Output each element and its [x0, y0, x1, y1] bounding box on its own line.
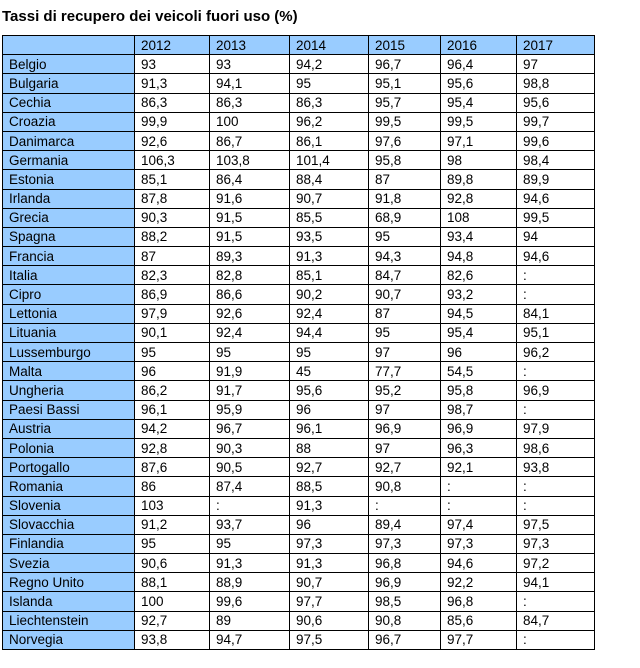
value-cell: 97,5 [517, 515, 595, 534]
value-cell: 90,6 [135, 554, 210, 573]
value-cell: 96 [290, 400, 369, 419]
value-cell: 85,6 [441, 611, 517, 630]
recovery-rate-table [2, 35, 595, 650]
table-row [3, 592, 595, 611]
value-cell: 95,6 [441, 74, 517, 93]
country-cell: Finlandia [3, 534, 135, 553]
value-cell: : [517, 362, 595, 381]
value-cell: 97 [517, 55, 595, 74]
value-cell: 89 [210, 611, 290, 630]
value-cell: 93,2 [441, 285, 517, 304]
value-cell: 93 [135, 55, 210, 74]
value-cell: 86,1 [290, 131, 369, 150]
year-header-cell: 2014 [290, 36, 369, 55]
value-cell: 94,8 [441, 247, 517, 266]
table-row [3, 74, 595, 93]
table-row [3, 55, 595, 74]
table-row [3, 438, 595, 457]
value-cell: 90,3 [210, 438, 290, 457]
table-row [3, 323, 595, 342]
value-cell: 108 [441, 208, 517, 227]
value-cell: 99,5 [369, 112, 441, 131]
country-cell: Irlanda [3, 189, 135, 208]
value-cell: 97,3 [441, 534, 517, 553]
value-cell: 94,6 [441, 554, 517, 573]
table-row [3, 496, 595, 515]
value-cell: 98,6 [517, 438, 595, 457]
value-cell: 96,1 [290, 419, 369, 438]
value-cell: 93 [210, 55, 290, 74]
value-cell: 96 [441, 343, 517, 362]
country-cell: Slovacchia [3, 515, 135, 534]
value-cell: 91,3 [290, 247, 369, 266]
country-cell: Lettonia [3, 304, 135, 323]
country-cell: Germania [3, 151, 135, 170]
value-cell: 90,8 [369, 477, 441, 496]
value-cell: 88,5 [290, 477, 369, 496]
value-cell: 86,3 [290, 93, 369, 112]
value-cell: 94,6 [517, 247, 595, 266]
country-cell: Malta [3, 362, 135, 381]
country-cell: Cechia [3, 93, 135, 112]
value-cell: 91,7 [210, 381, 290, 400]
value-cell: 90,7 [290, 573, 369, 592]
country-cell: Lituania [3, 323, 135, 342]
table-row [3, 189, 595, 208]
value-cell: 90,7 [290, 189, 369, 208]
value-cell: 96,9 [369, 419, 441, 438]
value-cell: 98,7 [441, 400, 517, 419]
value-cell: 92,4 [290, 304, 369, 323]
value-cell: 100 [210, 112, 290, 131]
country-cell: Lussemburgo [3, 343, 135, 362]
value-cell: 87 [369, 170, 441, 189]
table-row [3, 630, 595, 649]
value-cell: 91,3 [210, 554, 290, 573]
value-cell: 96,8 [369, 554, 441, 573]
value-cell: 92,4 [210, 323, 290, 342]
year-header-cell: 2016 [441, 36, 517, 55]
value-cell: 91,5 [210, 208, 290, 227]
value-cell: 95 [369, 227, 441, 246]
country-cell: Portogallo [3, 458, 135, 477]
country-cell: Spagna [3, 227, 135, 246]
header-row [3, 36, 595, 55]
value-cell: : [517, 496, 595, 515]
value-cell: 95,4 [441, 93, 517, 112]
value-cell: 93,4 [441, 227, 517, 246]
value-cell: 95,7 [369, 93, 441, 112]
value-cell: 98,8 [517, 74, 595, 93]
value-cell: 96 [135, 362, 210, 381]
table-row [3, 285, 595, 304]
value-cell: 87 [135, 247, 210, 266]
value-cell: 91,6 [210, 189, 290, 208]
table-row [3, 477, 595, 496]
value-cell: 95 [369, 323, 441, 342]
value-cell: 96,8 [441, 592, 517, 611]
value-cell: 100 [135, 592, 210, 611]
value-cell: 87,8 [135, 189, 210, 208]
country-cell: Slovenia [3, 496, 135, 515]
value-cell: 94,2 [290, 55, 369, 74]
value-cell: 90,6 [290, 611, 369, 630]
value-cell: 95,8 [369, 151, 441, 170]
value-cell: 96,3 [441, 438, 517, 457]
table-row [3, 131, 595, 150]
value-cell: 54,5 [441, 362, 517, 381]
country-cell: Estonia [3, 170, 135, 189]
value-cell: 103 [135, 496, 210, 515]
value-cell: 95,6 [517, 93, 595, 112]
table-row [3, 112, 595, 131]
table-row [3, 151, 595, 170]
value-cell: 91,3 [290, 496, 369, 515]
value-cell: : [517, 285, 595, 304]
table-row [3, 515, 595, 534]
value-cell: 98,5 [369, 592, 441, 611]
table-row [3, 170, 595, 189]
value-cell: : [441, 477, 517, 496]
value-cell: 96 [290, 515, 369, 534]
value-cell: 95 [210, 534, 290, 553]
value-cell: 88,2 [135, 227, 210, 246]
value-cell: 94,6 [517, 189, 595, 208]
value-cell: 99,9 [135, 112, 210, 131]
value-cell: 97,3 [290, 534, 369, 553]
value-cell: 94,2 [135, 419, 210, 438]
table-row [3, 208, 595, 227]
value-cell: 95,6 [290, 381, 369, 400]
value-cell: 95 [135, 534, 210, 553]
value-cell: 99,5 [517, 208, 595, 227]
country-cell: Islanda [3, 592, 135, 611]
value-cell: 101,4 [290, 151, 369, 170]
value-cell: 94,3 [369, 247, 441, 266]
value-cell: 99,6 [210, 592, 290, 611]
value-cell: 85,1 [135, 170, 210, 189]
value-cell: 95,1 [517, 323, 595, 342]
value-cell: 91,2 [135, 515, 210, 534]
value-cell: 86,7 [210, 131, 290, 150]
value-cell: 91,5 [210, 227, 290, 246]
value-cell: 96,7 [369, 630, 441, 649]
value-cell: 94,4 [290, 323, 369, 342]
table-row [3, 458, 595, 477]
value-cell: 96,4 [441, 55, 517, 74]
value-cell: 87,4 [210, 477, 290, 496]
value-cell: 89,8 [441, 170, 517, 189]
value-cell: 92,1 [441, 458, 517, 477]
value-cell: 90,3 [135, 208, 210, 227]
value-cell: : [517, 266, 595, 285]
value-cell: 95,8 [441, 381, 517, 400]
table-row [3, 573, 595, 592]
value-cell: 86,6 [210, 285, 290, 304]
table-title: Tassi di recupero dei veicoli fuori uso (%) [2, 8, 298, 25]
value-cell: 95,1 [369, 74, 441, 93]
value-cell: 92,7 [369, 458, 441, 477]
value-cell: 90,7 [369, 285, 441, 304]
value-cell: 96,2 [290, 112, 369, 131]
value-cell: 97,7 [441, 630, 517, 649]
value-cell: 85,5 [290, 208, 369, 227]
country-cell: Romania [3, 477, 135, 496]
value-cell: 97,3 [517, 534, 595, 553]
value-cell: 95 [290, 343, 369, 362]
country-cell: Polonia [3, 438, 135, 457]
table-row [3, 304, 595, 323]
value-cell: 91,9 [210, 362, 290, 381]
value-cell: 96,9 [441, 419, 517, 438]
header-corner-cell [3, 36, 135, 55]
value-cell: 93,8 [517, 458, 595, 477]
table-row [3, 247, 595, 266]
value-cell: 86,3 [135, 93, 210, 112]
value-cell: : [517, 630, 595, 649]
table-row [3, 400, 595, 419]
value-cell: 97,6 [369, 131, 441, 150]
country-cell: Norvegia [3, 630, 135, 649]
value-cell: 92,7 [290, 458, 369, 477]
value-cell: 82,3 [135, 266, 210, 285]
table-row [3, 227, 595, 246]
value-cell: 97 [369, 438, 441, 457]
value-cell: 95,2 [369, 381, 441, 400]
value-cell: 90,2 [290, 285, 369, 304]
value-cell: 97,1 [441, 131, 517, 150]
country-cell: Ungheria [3, 381, 135, 400]
value-cell: 93,8 [135, 630, 210, 649]
value-cell: 90,5 [210, 458, 290, 477]
value-cell: 84,7 [517, 611, 595, 630]
value-cell: 97,5 [290, 630, 369, 649]
value-cell: 94 [517, 227, 595, 246]
value-cell: 96,7 [369, 55, 441, 74]
table-row [3, 534, 595, 553]
value-cell: 45 [290, 362, 369, 381]
country-cell: Regno Unito [3, 573, 135, 592]
value-cell: 96,9 [369, 573, 441, 592]
value-cell: 89,3 [210, 247, 290, 266]
value-cell: 93,7 [210, 515, 290, 534]
value-cell: 95,9 [210, 400, 290, 419]
value-cell: 106,3 [135, 151, 210, 170]
value-cell: 96,9 [517, 381, 595, 400]
value-cell: : [517, 400, 595, 419]
year-header-cell: 2017 [517, 36, 595, 55]
country-cell: Croazia [3, 112, 135, 131]
country-cell: Svezia [3, 554, 135, 573]
value-cell: 97,7 [290, 592, 369, 611]
value-cell: 97,3 [369, 534, 441, 553]
value-cell: : [517, 477, 595, 496]
value-cell: 90,1 [135, 323, 210, 342]
value-cell: : [369, 496, 441, 515]
value-cell: 97,4 [441, 515, 517, 534]
table-row [3, 611, 595, 630]
value-cell: 86,4 [210, 170, 290, 189]
country-cell: Italia [3, 266, 135, 285]
country-cell: Danimarca [3, 131, 135, 150]
value-cell: 97 [369, 343, 441, 362]
value-cell: 92,6 [135, 131, 210, 150]
value-cell: 92,7 [135, 611, 210, 630]
value-cell: 89,4 [369, 515, 441, 534]
value-cell: 96,2 [517, 343, 595, 362]
value-cell: 91,3 [290, 554, 369, 573]
value-cell: 99,7 [517, 112, 595, 131]
table-row [3, 266, 595, 285]
country-cell: Liechtenstein [3, 611, 135, 630]
value-cell: 77,7 [369, 362, 441, 381]
country-cell: Austria [3, 419, 135, 438]
value-cell: 94,1 [210, 74, 290, 93]
value-cell: 96,1 [135, 400, 210, 419]
value-cell: 86,2 [135, 381, 210, 400]
table-row [3, 93, 595, 112]
value-cell: 90,8 [369, 611, 441, 630]
country-cell: Francia [3, 247, 135, 266]
value-cell: 82,6 [441, 266, 517, 285]
value-cell: 82,8 [210, 266, 290, 285]
year-header-cell: 2015 [369, 36, 441, 55]
value-cell: : [441, 496, 517, 515]
value-cell: 95 [290, 74, 369, 93]
year-header-cell: 2012 [135, 36, 210, 55]
table-row [3, 343, 595, 362]
value-cell: : [210, 496, 290, 515]
value-cell: 99,5 [441, 112, 517, 131]
value-cell: 87,6 [135, 458, 210, 477]
value-cell: 86,9 [135, 285, 210, 304]
value-cell: 87 [369, 304, 441, 323]
value-cell: 97 [369, 400, 441, 419]
value-cell: 86 [135, 477, 210, 496]
value-cell: 94,5 [441, 304, 517, 323]
value-cell: 94,1 [517, 573, 595, 592]
country-cell: Cipro [3, 285, 135, 304]
country-cell: Paesi Bassi [3, 400, 135, 419]
value-cell: 97,2 [517, 554, 595, 573]
value-cell: 97,9 [517, 419, 595, 438]
table-body [3, 55, 595, 650]
value-cell: 103,8 [210, 151, 290, 170]
value-cell: 98,4 [517, 151, 595, 170]
value-cell: 91,3 [135, 74, 210, 93]
value-cell: 86,3 [210, 93, 290, 112]
country-cell: Grecia [3, 208, 135, 227]
value-cell: 92,2 [441, 573, 517, 592]
value-cell: 84,1 [517, 304, 595, 323]
value-cell: 95 [135, 343, 210, 362]
value-cell: 84,7 [369, 266, 441, 285]
value-cell: 94,7 [210, 630, 290, 649]
value-cell: 92,8 [441, 189, 517, 208]
value-cell: 92,6 [210, 304, 290, 323]
value-cell: 98 [441, 151, 517, 170]
value-cell: 88,9 [210, 573, 290, 592]
country-cell: Bulgaria [3, 74, 135, 93]
value-cell: 88,4 [290, 170, 369, 189]
value-cell: 95 [210, 343, 290, 362]
value-cell: : [517, 592, 595, 611]
country-cell: Belgio [3, 55, 135, 74]
value-cell: 68,9 [369, 208, 441, 227]
value-cell: 96,7 [210, 419, 290, 438]
value-cell: 88,1 [135, 573, 210, 592]
value-cell: 92,8 [135, 438, 210, 457]
value-cell: 97,9 [135, 304, 210, 323]
table-row [3, 554, 595, 573]
value-cell: 91,8 [369, 189, 441, 208]
value-cell: 88 [290, 438, 369, 457]
year-header-cell: 2013 [210, 36, 290, 55]
value-cell: 93,5 [290, 227, 369, 246]
table-row [3, 419, 595, 438]
table-row [3, 381, 595, 400]
value-cell: 89,9 [517, 170, 595, 189]
value-cell: 85,1 [290, 266, 369, 285]
value-cell: 95,4 [441, 323, 517, 342]
value-cell: 99,6 [517, 131, 595, 150]
table-row [3, 362, 595, 381]
